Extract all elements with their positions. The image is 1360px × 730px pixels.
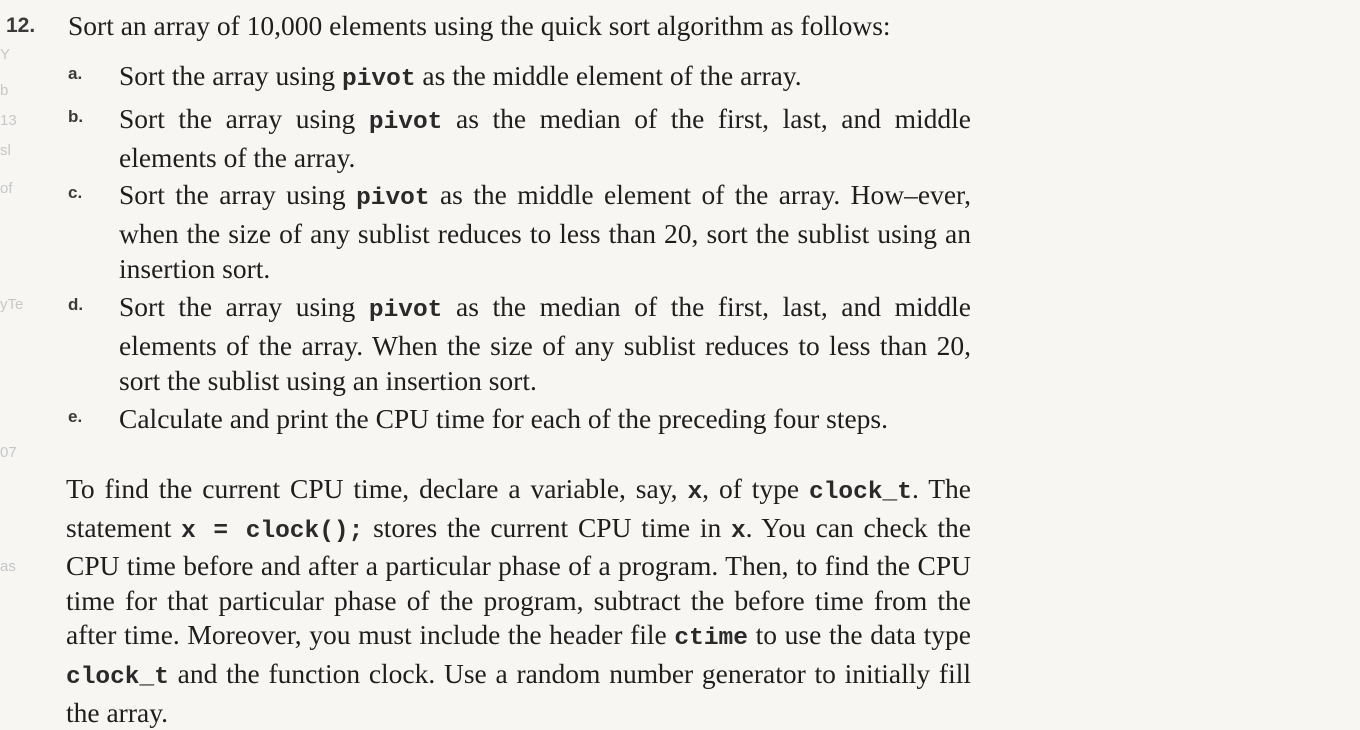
item-letter: b.	[68, 107, 84, 126]
margin-mark: Y	[0, 46, 11, 63]
margin-mark: yTe	[0, 296, 24, 313]
margin-mark: of	[0, 180, 13, 197]
cpu-time-note: To find the current CPU time, declare a variable, say, x, of type clock_t. The statement x = clock(); stores the current CPU time in x. You can check the CPU time before and after a particular phase of a program. Then, to find the CPU time for that particular phase of the program, subtract the before time from the after time. Moreover, you must include the header file ctime to use the data type clock_t and the function clock. Use a random number generator to initially fill the array.	[66, 473, 972, 728]
item-letter: e.	[68, 407, 83, 426]
item-letter: d.	[68, 295, 84, 314]
item-text: Sort the array using pivot as the middle element of the array. How–ever, when the size of any sublist reduces to less than 20, sort the sublist using an insertion sort.	[119, 179, 971, 284]
item-text: Calculate and print the CPU time for each of the preceding four steps.	[119, 403, 888, 434]
margin-mark: 13	[0, 112, 17, 129]
margin-mark: b	[0, 82, 9, 99]
item-text: Sort the array using pivot as the median of the first, last, and middle elements of the array. When the size of any sublist reduces to less than 20, sort the sublist using an insertion sort.	[119, 291, 971, 396]
item-text: Sort the array using pivot as the median of the first, last, and middle elements of the array.	[119, 103, 971, 173]
item-letter: c.	[68, 183, 83, 202]
margin-mark: as	[0, 558, 16, 575]
problem-number: 12.	[6, 14, 36, 37]
margin-mark: sl	[0, 142, 11, 159]
margin-mark: 07	[0, 444, 17, 461]
item-letter: a.	[68, 64, 83, 83]
item-text: Sort the array using pivot as the middle element of the array.	[119, 60, 802, 93]
problem-intro: Sort an array of 10,000 elements using the quick sort algorithm as follows:	[68, 10, 891, 41]
